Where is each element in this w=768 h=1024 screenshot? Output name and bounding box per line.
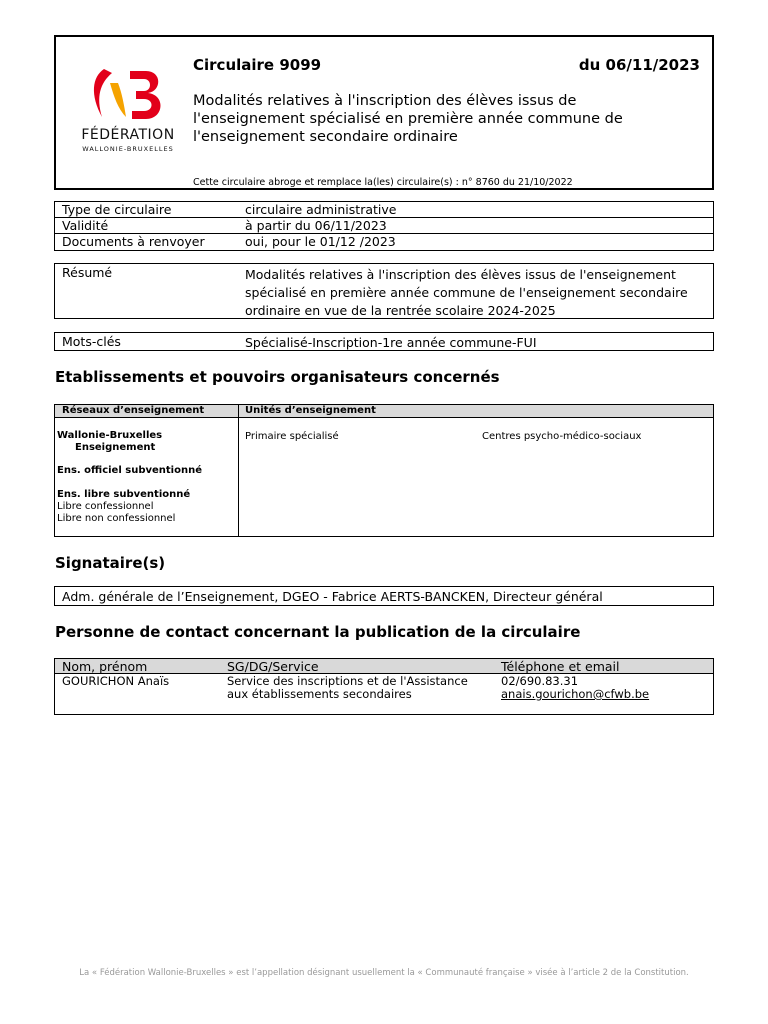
etablissements-heading: Etablissements et pouvoirs organisateurs concernés — [55, 368, 500, 386]
info-row-documents — [55, 234, 713, 250]
header-box — [54, 35, 714, 190]
resume-text: Modalités relatives à l'inscription des élèves issus de l'enseignement spécialisé en première année commune de l'enseignement secondaire ordinaire en vue de la rentrée scolaire 2024-2025 — [245, 267, 688, 318]
logo-wallonie-bruxelles-text: WALLONIE-BRUXELLES — [82, 145, 174, 153]
unit-primaire-specialise: Primaire spécialisé — [245, 431, 339, 442]
network-libre: Ens. libre subventionné — [57, 489, 191, 500]
contact-email-link[interactable]: anais.gourichon@cfwb.be — [501, 687, 650, 701]
info-table — [54, 201, 714, 251]
contact-service-line1: Service des inscriptions et de l'Assistance — [227, 674, 468, 688]
contact-heading: Personne de contact concernant la publication de la circulaire — [55, 623, 581, 641]
col-unites: Unités d’enseignement — [245, 405, 376, 416]
keywords-value: Spécialisé-Inscription-1re année commune-FUI — [245, 335, 537, 350]
info-label: Type de circulaire — [62, 202, 172, 217]
network-wbe-line2: Enseignement — [75, 442, 156, 453]
federation-logo — [76, 65, 186, 160]
network-libre-non-confessionnel: Libre non confessionnel — [57, 513, 176, 524]
contact-table — [54, 658, 714, 715]
keywords-box — [54, 332, 714, 351]
col-service: SG/DG/Service — [227, 659, 319, 674]
info-label: Validité — [62, 218, 109, 233]
footer-note: La « Fédération Wallonie-Bruxelles » est l’appellation désignant usuellement la « Communauté française » visée à l’article 2 de la Constitution. — [79, 968, 689, 978]
circular-date: du 06/11/2023 — [578, 56, 700, 74]
circular-number: Circulaire 9099 — [193, 56, 322, 74]
etablissements-header-row — [55, 405, 713, 418]
network-wbe-line1: Wallonie-Bruxelles — [57, 430, 163, 441]
contact-phone: 02/690.83.31 — [501, 674, 579, 688]
col-nom: Nom, prénom — [62, 659, 148, 674]
federation-logo-icon — [88, 65, 168, 125]
resume-label: Résumé — [62, 265, 113, 280]
keywords-label: Mots-clés — [62, 334, 121, 349]
info-value: circulaire administrative — [245, 202, 397, 217]
col-reseaux: Réseaux d’enseignement — [62, 405, 205, 416]
network-officiel: Ens. officiel subventionné — [57, 465, 202, 476]
signataire-value: Adm. générale de l’Enseignement, DGEO - Fabrice AERTS-BANCKEN, Directeur général — [62, 589, 603, 604]
column-divider — [238, 405, 239, 536]
info-row-type — [55, 202, 713, 218]
signataire-box — [54, 586, 714, 606]
info-value: à partir du 06/11/2023 — [245, 218, 387, 233]
info-row-validite — [55, 218, 713, 234]
info-label: Documents à renvoyer — [62, 234, 205, 249]
info-value: oui, pour le 01/12 /2023 — [245, 234, 396, 249]
contact-header-row — [55, 659, 713, 674]
circular-title: Modalités relatives à l'inscription des élèves issus de l'enseignement spécialisé en première année commune de l'enseignement secondaire ordinaire — [193, 93, 623, 145]
signataires-heading: Signataire(s) — [55, 554, 166, 572]
contact-name: GOURICHON Anaïs — [62, 674, 170, 688]
network-libre-confessionnel: Libre confessionnel — [57, 501, 154, 512]
etablissements-table — [54, 404, 714, 537]
abroge-note: Cette circulaire abroge et remplace la(les) circulaire(s) : n° 8760 du 21/10/2022 — [193, 177, 573, 188]
contact-service-line2: aux établissements secondaires — [227, 687, 412, 701]
unit-centres-pms: Centres psycho-médico-sociaux — [482, 431, 642, 442]
resume-box — [54, 263, 714, 319]
col-telephone: Téléphone et email — [501, 659, 620, 674]
logo-federation-text: FÉDÉRATION — [81, 127, 175, 143]
